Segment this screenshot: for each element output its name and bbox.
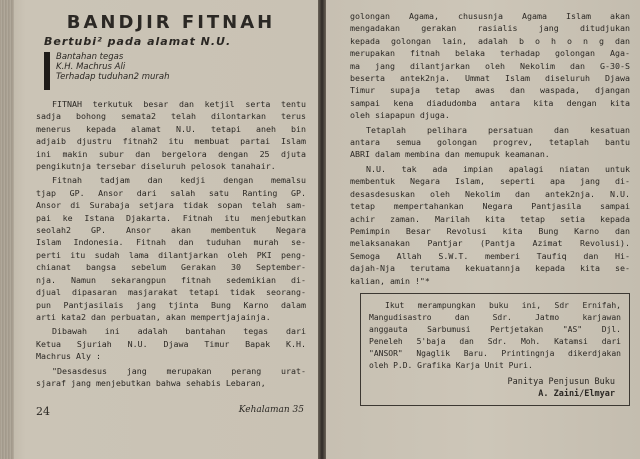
credits-text <box>369 300 621 372</box>
subheading-box <box>44 52 306 90</box>
text-line: tjap GP. Ansor dari salah satu Ranting GP. <box>36 187 306 198</box>
credits-box <box>360 293 630 406</box>
text-line: anggauta Sarbumusi Pertjetakan "AS" Djl. <box>369 324 621 334</box>
text-line: kalian, amin !"* <box>350 275 430 286</box>
text-line: oleh P.D. Grafika Karja Unit Puri. <box>369 360 533 370</box>
text-line: dajah-Nja terutama kekuatannja kepada kita se- <box>350 263 630 274</box>
text-line: melaksanakan Pantjar (Pantja Azimat Revolusi). <box>350 238 630 249</box>
text-line: membentuk Negara Islam, seperti apa jang di- <box>350 176 630 187</box>
black-bar-marker <box>44 52 50 90</box>
book-gutter <box>318 0 326 459</box>
signature-org: Panitya Penjusun Buku <box>507 376 615 387</box>
text-line: desasdesuskan oleh Nekolim dan antek2nja. N.U. <box>350 188 630 199</box>
text-line: Pemimpin Besar Revolusi kita Bung Karno dan <box>350 225 630 236</box>
text-line: golongan Agama, chususnja Agama Islam akan <box>350 11 630 21</box>
text-line: Mangudisastro dan Sdr. Jatmo karjawan <box>369 312 621 322</box>
continuation-note: Kehalaman 35 <box>238 405 304 415</box>
signature-names: A. Zaini/Elmyar <box>538 389 615 400</box>
text-line: perti itu sudah lama dilantjarkan oleh PKI peng- <box>36 249 306 260</box>
text-line: mengadakan gerakan rasialis jang ditudjukan <box>350 23 630 34</box>
page-number: 24 <box>36 405 50 418</box>
text-line: Peneleh 5'baja dan Sdr. Moh. Katamsi dari <box>369 336 621 346</box>
text-line: tetap mempertahankan Negara Pantjasila sampai <box>350 201 630 212</box>
text-line: seolah2 GP. Ansor akan membentuk Negara <box>36 225 306 236</box>
text-line: kepada golongan lain, adalah b o h o n g dan <box>350 35 630 46</box>
text-line: "ANSOR" Ngaglik Baru. Printingnja dikerdjakan <box>369 348 621 358</box>
paragraph <box>36 98 306 172</box>
text-line: chianat bangsa sebelum Gerakan 30 September- <box>36 262 306 273</box>
text-line: FITNAH terkutuk besar dan ketjil serta tentu <box>52 99 306 109</box>
text-line: pengikutnja tersebar diseluruh pelosok tanahair. <box>36 161 276 172</box>
text-line: ABRI dalam membina dan memupuk keamanan. <box>350 149 550 160</box>
article-title: BANDJIR FITNAH <box>66 12 276 33</box>
text-line: Ansor di Surabaja setjara tidak sopan telah sam- <box>36 200 306 211</box>
signature-block <box>369 376 621 401</box>
text-line: antara semua golongan progrev, tetaplah bantu <box>350 137 630 148</box>
left-body-text <box>36 98 306 389</box>
text-line: ma jang dilantjarkan oleh Nekolim dan G-30-S <box>350 60 630 71</box>
text-line: nja. Namun sekarangpun fitnah sedemikian di- <box>36 274 306 285</box>
article-subtitle: Bertubi² pada alamat N.U. <box>44 35 232 48</box>
paragraph <box>36 174 306 323</box>
text-line: Timur supaja tetap awas dan waspada, djangan <box>350 85 630 96</box>
text-line: beserta antek2nja. Ummat Islam diseluruh Djawa <box>350 73 630 84</box>
subheading-line: Terhadap tuduhan2 murah <box>56 72 170 82</box>
right-page <box>326 0 640 459</box>
text-line: adjaib djustru fitnah2 itu membuat partai Islam <box>36 136 306 147</box>
text-line: Ketua Sjuriah N.U. Djawa Timur Bapak K.H. <box>36 338 306 349</box>
text-line: Dibawah ini adalah bantahan tegas dari <box>52 326 306 337</box>
left-page <box>0 0 318 459</box>
paragraph <box>36 365 306 390</box>
right-body-text <box>350 10 630 287</box>
text-line: menerus kepada alamat N.U. tetapi aneh bin <box>36 123 306 134</box>
page-stack-edge <box>0 0 14 459</box>
paragraph <box>350 163 630 287</box>
text-line: pai ke Istana Djakarta. Fitnah itu menjebutkan <box>36 212 306 223</box>
paragraph <box>36 325 306 362</box>
text-line: ini makin subur dan bergelora dengan 25 djuta <box>36 148 306 159</box>
text-line: merupakan fitnah belaka terhadap golongan Aga- <box>350 48 630 59</box>
text-line: sadja bohong semata2 telah dilontarkan terus <box>36 111 306 122</box>
text-line: Machrus Aly : <box>36 351 101 362</box>
text-line: Fitnah tadjam dan kedji dengan memalsu <box>52 175 306 186</box>
text-line: "Desasdesus jang merupakan perang urat- <box>52 365 306 376</box>
text-line: sjaraf jang menjebutkan bahwa sehabis Lebaran, <box>36 377 266 388</box>
text-line: Ikut merampungkan buku ini, Sdr Ernifah, <box>385 300 621 310</box>
text-line: djual dipasaran masjarakat tetapi tidak seorang- <box>36 287 306 298</box>
text-line: Tetaplah pelihara persatuan dan kesatuan <box>366 124 630 135</box>
text-line: sampai kena diadudomba antara kita dengan kita <box>350 97 630 108</box>
text-line: Islam Indonesia. Fitnah dan tuduhan murah se- <box>36 237 306 248</box>
text-line: Semoga Allah S.W.T. memberi Taufiq dan Hi- <box>350 250 630 261</box>
text-line: oleh siapapun djuga. <box>350 110 450 121</box>
text-line: arti kata2 dan perbuatan, akan mempertjajainja. <box>36 311 271 322</box>
credits-paragraph <box>369 300 621 372</box>
paragraph <box>350 124 630 161</box>
paragraph <box>350 10 630 122</box>
subheading-line: Bantahan tegas <box>56 52 124 62</box>
subheading-line: K.H. Machrus Ali <box>56 62 126 72</box>
text-line: achir zaman. Marilah kita tetap setia kepada <box>350 213 630 224</box>
subheading-lines <box>56 52 170 90</box>
text-line: N.U. tak ada impian apalagi niatan untuk <box>366 163 630 174</box>
text-line: pun Pantjasilais jang tjinta Bung Karno dalam <box>36 299 306 310</box>
